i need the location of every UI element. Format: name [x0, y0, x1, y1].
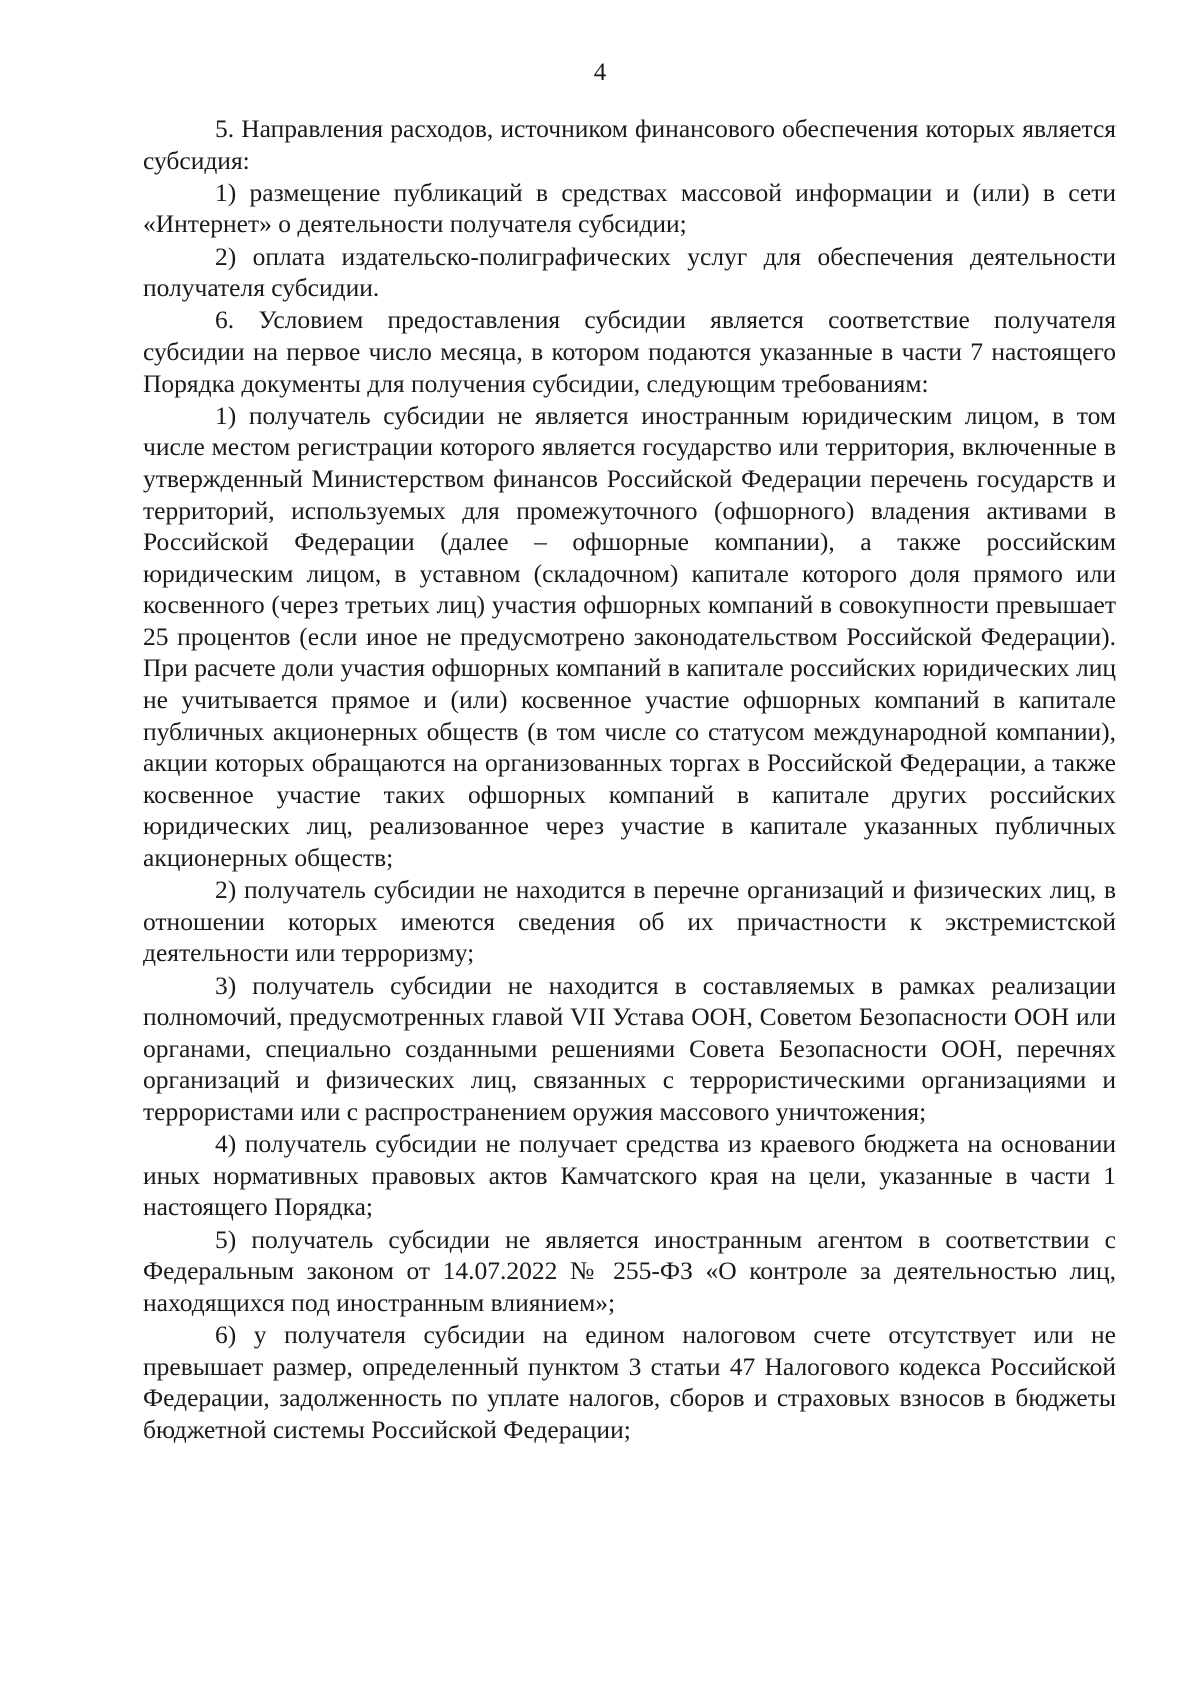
paragraph-section-5: 5. Направления расходов, источником финансового обеспечения которых является субсидия:	[143, 114, 1116, 175]
paragraph-5-item-2: 2) оплата издательско-полиграфических услуг для обеспечения деятельности получателя субсидии.	[143, 241, 1116, 303]
page-number: 4	[593, 59, 607, 86]
paragraph-6-item-5: 5) получатель субсидии не является иностранным агентом в соответствии с Федеральным законом от 14.07.2022 № 255-ФЗ «О контроле за деятельностью лиц, находящихся под иностранным влиянием»;	[143, 1224, 1116, 1317]
paragraph-6-item-6: 6) у получателя субсидии на едином налоговом счете отсутствует или не превышает размер, определенный пунктом 3 статьи 47 Налогового кодекса Российской Федерации, задолженность по уплате налогов, сборов и страховых взносов в бюджеты бюджетной системы Российской Федерации;	[143, 1319, 1116, 1444]
paragraph-6-item-4: 4) получатель субсидии не получает средства из краевого бюджета на основании иных нормативных правовых актов Камчатского края на цели, указанные в части 1 настоящего Порядка;	[143, 1129, 1116, 1222]
document-body	[143, 113, 1116, 1446]
paragraph-6-item-1: 1) получатель субсидии не является иностранным юридическим лицом, в том числе местом регистрации которого является государство или территория, включенные в утвержденный Министерством финансов Российской Федерации перечень государств и территорий, используемых для промежуточного (офшорного) владения активами в Российской Федерации (далее – офшорные компании), а также российским юридическим лицом, в уставном (складочном) капитале которого доля прямого или косвенного (через третьих лиц) участия офшорных компаний в совокупности превышает 25 процентов (если иное не предусмотрено законодательством Российской Федерации). При расчете доли участия офшорных компаний в капитале российских юридических лиц не учитывается прямое и (или) косвенное участие офшорных компаний в капитале публичных акционерных обществ (в том числе со статусом международной компании), акции которых обращаются на организованных торгах в Российской Федерации, а также косвенное участие таких офшорных компаний в капитале других российских юридических лиц, реализованное через участие в капитале указанных публичных акционерных обществ;	[143, 400, 1116, 873]
paragraph-5-item-1: 1) размещение публикаций в средствах массовой информации и (или) в сети «Интернет» о деятельности получателя субсидии;	[143, 177, 1116, 239]
paragraph-6-item-3: 3) получатель субсидии не находится в составляемых в рамках реализации полномочий, предусмотренных главой VII Устава ООН, Советом Безопасности ООН или органами, специально созданными решениями Совета Безопасности ООН, перечнях организаций и физических лиц, связанных с террористическими организациями и террористами или с распространением оружия массового уничтожения;	[143, 970, 1116, 1126]
paragraph-6-item-2: 2) получатель субсидии не находится в перечне организаций и физических лиц, в отношении которых имеются сведения об их причастности к экстремистской деятельности или терроризму;	[143, 875, 1116, 968]
paragraph-section-6: 6. Условием предоставления субсидии является соответствие получателя субсидии на первое число месяца, в котором подаются указанные в части 7 настоящего Порядка документы для получения субсидии, следующим требованиям:	[143, 305, 1116, 398]
